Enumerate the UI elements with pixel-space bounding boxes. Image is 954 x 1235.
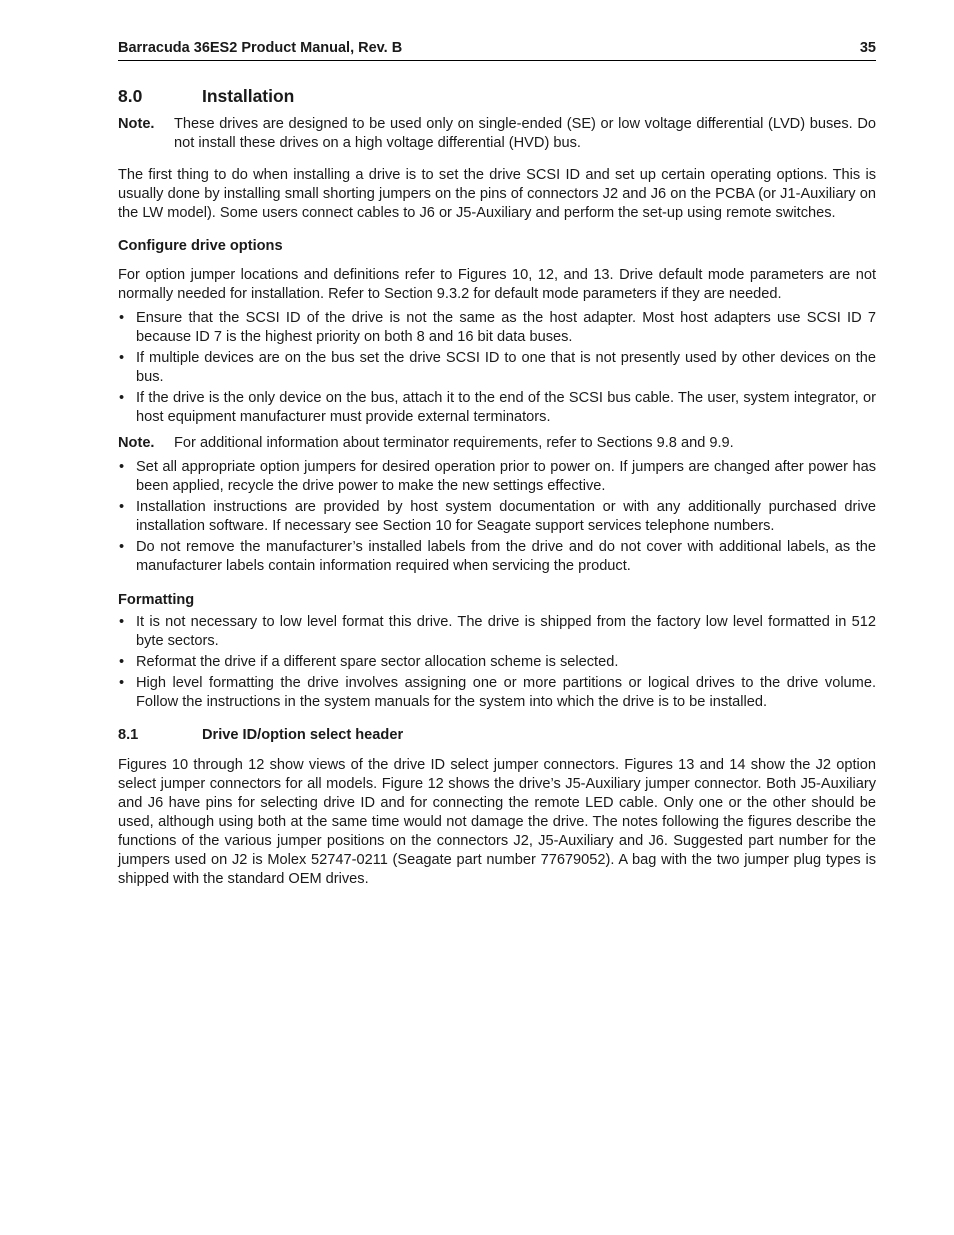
list-item-text: Installation instructions are provided by host system documentation or with any additionally purchased drive installation software. If necessary see Section 10 for Seagate support services telephone numbers. xyxy=(136,499,876,534)
bullet-glyph: • xyxy=(119,539,125,555)
subsection-paragraph: Figures 10 through 12 show views of the drive ID select jumper connectors. Figures 13 and 14 show the J2 option select jumper connectors for all models. Figure 12 shows the drive’s J5-Auxiliary jumper connector. Both J5-Auxiliary and J6 have pins for selecting drive ID and for connecting the remote LED cable. Only one or the other should be used, although using both at the same time would not damage the drive. The notes following the figures describe the functions of the various jumper positions on the connectors J2, J5-Auxiliary and J6. Suggested part number for the jumpers used on J2 is Molex 52747-0211 (Seagate part number 77679052). A bag with the two jumper plug types is shipped with the standard OEM drives. xyxy=(118,757,876,887)
note-label: Note. xyxy=(118,116,155,132)
list-item-text: If multiple devices are on the bus set the drive SCSI ID to one that is not presently used by other devices on the bus. xyxy=(136,350,876,385)
bullet-glyph: • xyxy=(119,459,125,475)
list-item-text: Ensure that the SCSI ID of the drive is not the same as the host adapter. Most host adapters use SCSI ID 7 because ID 7 is the highest priority on both 8 and 16 bit data buses. xyxy=(136,310,876,345)
list-item-text: Reformat the drive if a different spare sector allocation scheme is selected. xyxy=(136,654,619,670)
bullet-glyph: • xyxy=(119,390,125,406)
list-item xyxy=(118,653,876,672)
note-text: These drives are designed to be used only on single-ended (SE) or low voltage differential (LVD) buses. Do not install these drives on a high voltage differential (HVD) bus. xyxy=(174,116,876,151)
list-item-text: If the drive is the only device on the bus, attach it to the end of the SCSI bus cable. The user, system integrator, or host equipment manufacturer must provide external terminators. xyxy=(136,390,876,425)
page-number: 35 xyxy=(859,40,876,56)
list-item xyxy=(118,349,876,387)
configure-bullet-list xyxy=(118,309,876,427)
subsection-heading xyxy=(118,727,876,743)
list-item xyxy=(118,309,876,347)
note-text: For additional information about terminator requirements, refer to Sections 9.8 and 9.9. xyxy=(174,435,734,451)
list-item xyxy=(118,458,876,496)
section-number: 8.0 xyxy=(118,86,143,106)
list-item xyxy=(118,538,876,576)
section-heading xyxy=(118,86,876,107)
formatting-bullet-list xyxy=(118,613,876,712)
note-block xyxy=(118,434,876,453)
list-item-text: It is not necessary to low level format this drive. The drive is shipped from the factory low level formatted in 512 byte sectors. xyxy=(136,614,876,649)
configure-heading: Configure drive options xyxy=(118,238,283,254)
list-item xyxy=(118,389,876,427)
formatting-heading: Formatting xyxy=(118,592,195,608)
manual-title: Barracuda 36ES2 Product Manual, Rev. B xyxy=(118,40,403,56)
section-title: Installation xyxy=(202,86,295,106)
bullet-glyph: • xyxy=(119,310,125,326)
document-page xyxy=(118,40,876,889)
list-item xyxy=(118,674,876,712)
bullet-glyph: • xyxy=(119,614,125,630)
subsection-title: Drive ID/option select header xyxy=(202,727,404,743)
configure-bullet-list-2 xyxy=(118,458,876,576)
note-label: Note. xyxy=(118,435,155,451)
list-item-text: Do not remove the manufacturer’s installed labels from the drive and do not cover with additional labels, as the manufacturer labels contain information required when servicing the product. xyxy=(136,539,876,574)
subsection-number: 8.1 xyxy=(118,727,139,743)
list-item xyxy=(118,613,876,651)
configure-paragraph: For option jumper locations and definitions refer to Figures 10, 12, and 13. Drive default mode parameters are not normally needed for installation. Refer to Section 9.3.2 for default mode parameters if they are needed. xyxy=(118,267,876,302)
note-block xyxy=(118,115,876,153)
bullet-glyph: • xyxy=(119,499,125,515)
page-header xyxy=(118,40,876,61)
bullet-glyph: • xyxy=(119,675,125,691)
intro-paragraph: The first thing to do when installing a drive is to set the drive SCSI ID and set up certain operating options. This is usually done by installing small shorting jumpers on the pins of connectors J2 and J6 on the PCBA (or J1-Auxiliary on the LW model). Some users connect cables to J6 or J5-Auxiliary and perform the set-up using remote switches. xyxy=(118,167,876,221)
list-item xyxy=(118,498,876,536)
list-item-text: High level formatting the drive involves assigning one or more partitions or logical drives to the drive volume. Follow the instructions in the system manuals for the system into which the drive is to be installed. xyxy=(136,675,876,710)
bullet-glyph: • xyxy=(119,350,125,366)
list-item-text: Set all appropriate option jumpers for desired operation prior to power on. If jumpers are changed after power has been applied, recycle the drive power to make the new settings effective. xyxy=(136,459,876,494)
bullet-glyph: • xyxy=(119,654,125,670)
